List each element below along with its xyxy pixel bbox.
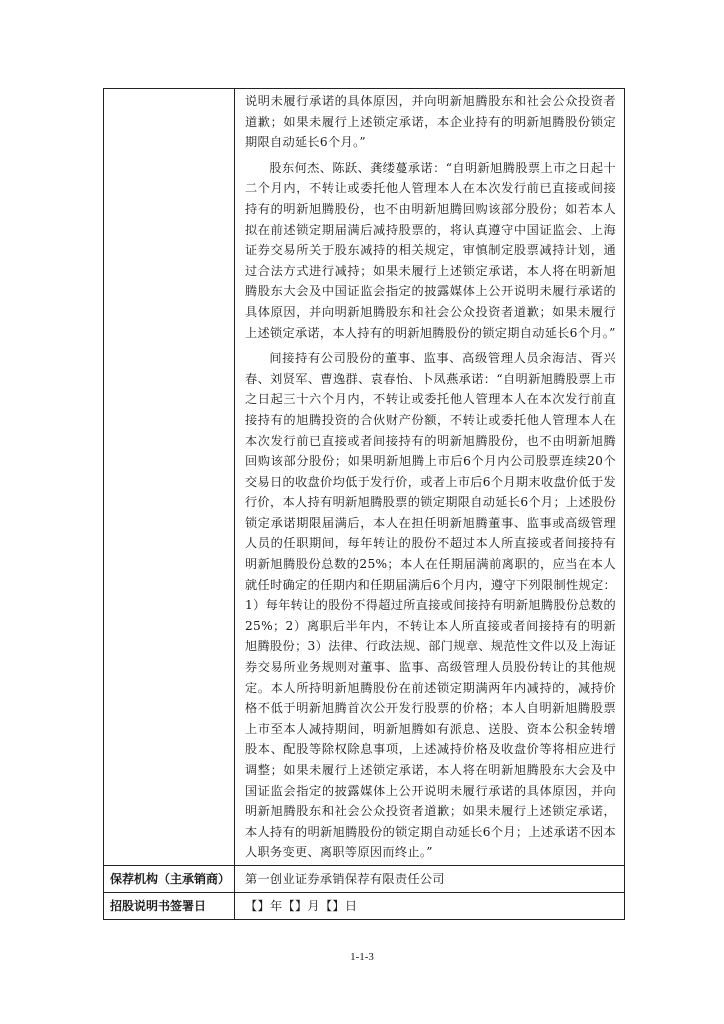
- commitment-label-cell: [104, 89, 235, 865]
- commitment-row: [104, 89, 624, 865]
- signing-date-row: [104, 892, 624, 919]
- prospectus-table: [103, 88, 625, 920]
- sponsor-row: [104, 865, 624, 892]
- commitment-paragraph-shareholders: 股东何杰、陈跃、龚缕蔓承诺：“自明新旭腾股票上市之日起十二个月内，不转让或委托他人管理本人在本次发行前已直接或间接持有的明新旭腾股份，也不由明新旭腾回购该部分股份；如若本人拟在前述锁定期届满后减持股票的，将认真遵守中国证监会、上海证券交易所关于股东减持的相关规定，审慎制定股票减持计划，通过合法方式进行减持；如果未履行上述锁定承诺，本人将在明新旭腾股东大会及中国证监会指定的披露媒体上公开说明未履行承诺的具体原因，并向明新旭腾股东和社会公众投资者道歉；如果未履行上述锁定承诺，本人持有的明新旭腾股份的锁定期自动延长6个月。”: [245, 160, 616, 340]
- signing-date-label: 招股说明书签署日: [104, 893, 235, 919]
- commitment-content-cell: [235, 89, 624, 865]
- signing-date-value: 【】年【】月【】日: [245, 899, 358, 914]
- page-number: 1-1-3: [350, 951, 374, 963]
- sponsor-label: 保荐机构（主承销商）: [104, 866, 235, 892]
- commitment-paragraph-continued: 说明未履行承诺的具体原因，并向明新旭腾股东和社会公众投资者道歉；如果未履行上述锁定承诺，本企业持有的明新旭腾股份锁定期限自动延长6个月。”: [245, 94, 616, 150]
- sponsor-value: 第一创业证券承销保荐有限责任公司: [245, 872, 445, 887]
- commitment-paragraph-management: 间接持有公司股份的董事、监事、高级管理人员余海洁、胥兴春、刘贤军、曹逸群、袁春怡、卜凤燕承诺：“自明新旭腾股票上市之日起三十六个月内，不转让或委托他人管理本人在本次发行前直接持有的旭腾投资的合伙财产份额，不转让或委托他人管理本人在本次发行前已直接或者间接持有的明新旭腾股份，也不由明新旭腾回购该部分股份；如果明新旭腾上市后6个月内公司股票连续20个交易日的收盘价均低于发行价，或者上市后6个月期末收盘价低于发行价，本人持有明新旭腾股票的锁定期限自动延长6个月；上述股份锁定承诺期限届满后，本人在担任明新旭腾董事、监事或高级管理人员的任职期间，每年转让的股份不超过本人所直接或者间接持有明新旭腾股份总数的25%；本人在任期届满前离职的，应当在本人就任时确定的任期内和任期届满后6个月内，遵守下列限制性规定：1）每年转让的股份不得超过所直接或间接持有明新旭腾股份总数的25%；2）离职后半年内，不转让本人所直接或者间接持有的明新旭腾股份；3）法律、行政法规、部门规章、规范性文件以及上海证券交易所业务规则对董事、监事、高级管理人员股份转让的其他规定。本人所持明新旭腾股份在前述锁定期满两年内减持的，减持价格不低于明新旭腾首次公开发行股票的价格；本人自明新旭腾股票上市至本人减持期间，明新旭腾如有派息、送股、资本公积金转增股本、配股等除权除息事项，上述减持价格及收盘价等将相应进行调整；如果未履行上述锁定承诺，本人将在明新旭腾股东大会及中国证监会指定的披露媒体上公开说明未履行承诺的具体原因，并向明新旭腾股东和社会公众投资者道歉；如果未履行上述锁定承诺，本人持有的明新旭腾股份的锁定期自动延长6个月；上述承诺不因本人职务变更、离职等原因而终止。”: [245, 351, 616, 860]
